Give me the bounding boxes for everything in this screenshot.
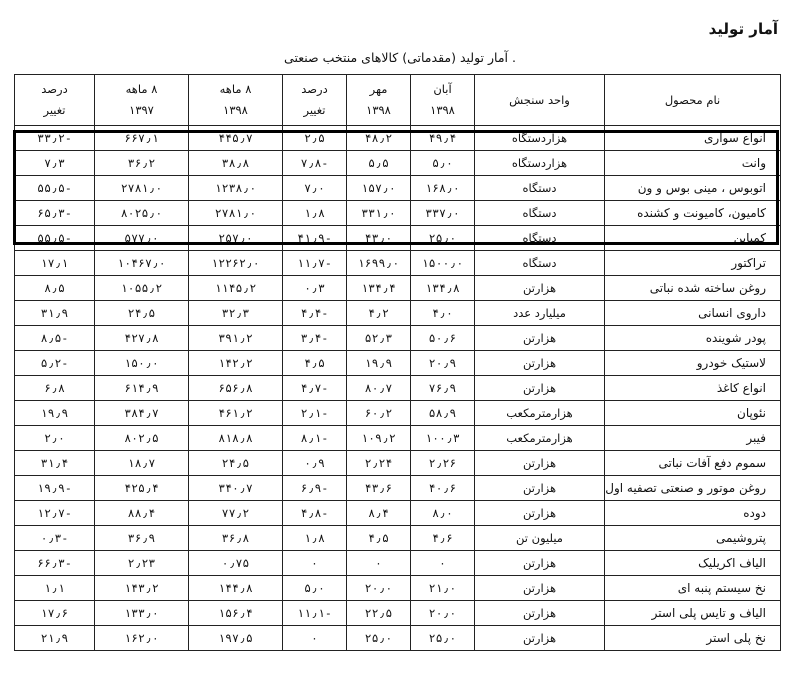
cell-product: الیاف اکریلیک: [605, 551, 781, 576]
table-row: [15, 276, 781, 301]
header-8month-change: درصد تغییر: [15, 75, 95, 126]
cell-monthly-change: ۴٫۵: [283, 351, 347, 376]
cell-aban-1398: ۱۳۴٫۸: [411, 276, 475, 301]
cell-product: تراکتور: [605, 251, 781, 276]
cell-unit: هزارمترمکعب: [475, 401, 605, 426]
cell-monthly-change: ۱٫۸: [283, 201, 347, 226]
cell-mehr-1398: ۸۰٫۷: [347, 376, 411, 401]
cell-product: فیبر: [605, 426, 781, 451]
cell-mehr-1398: ۵٫۵: [347, 151, 411, 176]
cell-unit: هزارتن: [475, 601, 605, 626]
table-row: [15, 526, 781, 551]
cell-product: پودر شوینده: [605, 326, 781, 351]
cell-mehr-1398: ۲۲٫۵: [347, 601, 411, 626]
cell-monthly-change: ۵٫۰: [283, 576, 347, 601]
cell-8month-1398: ۱۴۴٫۸: [189, 576, 283, 601]
cell-product: دوده: [605, 501, 781, 526]
cell-8month-change: -۵۵٫۵: [15, 226, 95, 251]
cell-monthly-change: ۰: [283, 551, 347, 576]
cell-8month-change: -۶۶٫۳: [15, 551, 95, 576]
cell-8month-1397: ۸۰۲۵٫۰: [95, 201, 189, 226]
cell-mehr-1398: ۲٫۲۴: [347, 451, 411, 476]
cell-8month-change: ۱۷٫۱: [15, 251, 95, 276]
cell-monthly-change: ۰: [283, 626, 347, 651]
cell-unit: هزارتن: [475, 576, 605, 601]
cell-unit: هزارتن: [475, 351, 605, 376]
cell-unit: دستگاه: [475, 226, 605, 251]
cell-monthly-change: -۸٫۱: [283, 426, 347, 451]
cell-8month-1398: ۳۶٫۸: [189, 526, 283, 551]
cell-product: داروی انسانی: [605, 301, 781, 326]
cell-aban-1398: ۵٫۰: [411, 151, 475, 176]
cell-product: کامیون، کامیونت و کشنده: [605, 201, 781, 226]
cell-8month-change: ۱٫۱: [15, 576, 95, 601]
cell-8month-1398: ۲۴٫۵: [189, 451, 283, 476]
cell-8month-1397: ۳۶٫۹: [95, 526, 189, 551]
cell-monthly-change: -۲٫۱: [283, 401, 347, 426]
table-caption: . آمار تولید (مقدماتی) کالاهای منتخب صنعتی: [284, 50, 516, 65]
cell-8month-1398: ۳۹۱٫۲: [189, 326, 283, 351]
cell-aban-1398: ۲۵٫۰: [411, 626, 475, 651]
cell-8month-1398: ۷۷٫۲: [189, 501, 283, 526]
table-row: [15, 226, 781, 251]
cell-mehr-1398: ۳۳۱٫۰: [347, 201, 411, 226]
header-monthly-change: درصد تغییر: [283, 75, 347, 126]
table-row: [15, 376, 781, 401]
cell-unit: دستگاه: [475, 251, 605, 276]
cell-product: انواع سواری: [605, 126, 781, 151]
cell-8month-change: ۱۹٫۹: [15, 401, 95, 426]
cell-product: روغن موتور و صنعتی تصفیه اول: [605, 476, 781, 501]
cell-monthly-change: ۰٫۹: [283, 451, 347, 476]
header-mehr: مهر ۱۳۹۸: [347, 75, 411, 126]
cell-monthly-change: -۴٫۷: [283, 376, 347, 401]
cell-mehr-1398: ۱۹٫۹: [347, 351, 411, 376]
header-aban: آبان ۱۳۹۸: [411, 75, 475, 126]
cell-8month-1397: ۱۰۵۵٫۲: [95, 276, 189, 301]
cell-mehr-1398: ۱۶۹۹٫۰: [347, 251, 411, 276]
cell-8month-1398: ۳۲٫۳: [189, 301, 283, 326]
cell-aban-1398: ۲٫۲۶: [411, 451, 475, 476]
cell-mehr-1398: ۴٫۲: [347, 301, 411, 326]
table-body: [15, 126, 781, 651]
cell-monthly-change: -۷٫۸: [283, 151, 347, 176]
cell-8month-1397: ۴۲۷٫۸: [95, 326, 189, 351]
cell-8month-1398: ۸۱۸٫۸: [189, 426, 283, 451]
cell-product: اتوبوس ، مینی بوس و ون: [605, 176, 781, 201]
header-product: نام محصول: [605, 75, 781, 126]
cell-8month-1397: ۶۶۷٫۱: [95, 126, 189, 151]
cell-8month-1397: ۳۸۴٫۷: [95, 401, 189, 426]
cell-mehr-1398: ۸٫۴: [347, 501, 411, 526]
cell-8month-change: -۵٫۲: [15, 351, 95, 376]
table-row: [15, 301, 781, 326]
cell-mehr-1398: ۰: [347, 551, 411, 576]
cell-aban-1398: ۱۵۰۰٫۰: [411, 251, 475, 276]
table-row: [15, 326, 781, 351]
cell-8month-1398: ۴۴۵٫۷: [189, 126, 283, 151]
cell-monthly-change: -۴٫۴: [283, 301, 347, 326]
cell-monthly-change: -۴٫۸: [283, 501, 347, 526]
cell-8month-1398: ۶۵۶٫۸: [189, 376, 283, 401]
cell-8month-change: -۵۵٫۵: [15, 176, 95, 201]
cell-8month-change: ۸٫۵: [15, 276, 95, 301]
cell-8month-1397: ۵۷۷٫۰: [95, 226, 189, 251]
cell-8month-1397: ۱۴۳٫۲: [95, 576, 189, 601]
cell-unit: میلیارد عدد: [475, 301, 605, 326]
cell-8month-1398: ۱۹۷٫۵: [189, 626, 283, 651]
production-stats-table: [14, 74, 781, 651]
cell-8month-change: ۳۱٫۹: [15, 301, 95, 326]
cell-monthly-change: ۱٫۸: [283, 526, 347, 551]
cell-monthly-change: ۷٫۰: [283, 176, 347, 201]
cell-8month-change: -۰٫۳: [15, 526, 95, 551]
cell-mehr-1398: ۴۸٫۲: [347, 126, 411, 151]
cell-unit: هزارتن: [475, 501, 605, 526]
cell-unit: هزارتن: [475, 276, 605, 301]
cell-mehr-1398: ۵۲٫۳: [347, 326, 411, 351]
table-row: [15, 151, 781, 176]
table-row: [15, 401, 781, 426]
cell-product: انواع کاغذ: [605, 376, 781, 401]
cell-aban-1398: ۲۱٫۰: [411, 576, 475, 601]
cell-8month-change: -۶۵٫۳: [15, 201, 95, 226]
cell-8month-1397: ۲۴٫۵: [95, 301, 189, 326]
cell-product: سموم دفع آفات نباتی: [605, 451, 781, 476]
cell-aban-1398: ۵۰٫۶: [411, 326, 475, 351]
cell-8month-1398: ۲۷۸۱٫۰: [189, 201, 283, 226]
cell-8month-change: ۱۷٫۶: [15, 601, 95, 626]
table-row: [15, 626, 781, 651]
cell-8month-1398: ۱۵۶٫۴: [189, 601, 283, 626]
cell-8month-1398: ۰٫۷۵: [189, 551, 283, 576]
cell-8month-1397: ۸۸٫۴: [95, 501, 189, 526]
cell-aban-1398: ۰: [411, 551, 475, 576]
table-row: [15, 126, 781, 151]
cell-aban-1398: ۴٫۰: [411, 301, 475, 326]
table-row: [15, 426, 781, 451]
cell-product: نخ پلی استر: [605, 626, 781, 651]
cell-aban-1398: ۸٫۰: [411, 501, 475, 526]
cell-product: لاستیک خودرو: [605, 351, 781, 376]
table-header-row: [15, 75, 781, 126]
table-row: [15, 601, 781, 626]
cell-product: پتروشیمی: [605, 526, 781, 551]
cell-8month-1397: ۲٫۲۳: [95, 551, 189, 576]
cell-product: وانت: [605, 151, 781, 176]
cell-8month-1398: ۱۲۳۸٫۰: [189, 176, 283, 201]
cell-8month-change: -۳۳٫۲: [15, 126, 95, 151]
cell-aban-1398: ۲۰٫۰: [411, 601, 475, 626]
cell-8month-1397: ۲۷۸۱٫۰: [95, 176, 189, 201]
cell-unit: هزارتن: [475, 376, 605, 401]
cell-unit: هزارتن: [475, 626, 605, 651]
cell-unit: هزارتن: [475, 326, 605, 351]
header-8month-1398: ۸ ماهه ۱۳۹۸: [189, 75, 283, 126]
cell-product: نخ سیستم پنبه ای: [605, 576, 781, 601]
cell-8month-1397: ۴۲۵٫۴: [95, 476, 189, 501]
cell-8month-change: ۶٫۸: [15, 376, 95, 401]
cell-monthly-change: -۱۱٫۱: [283, 601, 347, 626]
cell-aban-1398: ۲۵٫۰: [411, 226, 475, 251]
cell-8month-1398: ۲۵۷٫۰: [189, 226, 283, 251]
cell-unit: هزاردستگاه: [475, 126, 605, 151]
cell-8month-change: ۳۱٫۴: [15, 451, 95, 476]
table-row: [15, 476, 781, 501]
cell-mehr-1398: ۴۳٫۶: [347, 476, 411, 501]
cell-aban-1398: ۴٫۶: [411, 526, 475, 551]
cell-8month-1398: ۱۱۴۵٫۲: [189, 276, 283, 301]
cell-monthly-change: ۲٫۵: [283, 126, 347, 151]
cell-aban-1398: ۱۶۸٫۰: [411, 176, 475, 201]
table-row: [15, 351, 781, 376]
page-title: آمار تولید: [708, 20, 778, 38]
cell-8month-1398: ۳۸٫۸: [189, 151, 283, 176]
cell-unit: هزارتن: [475, 451, 605, 476]
cell-8month-change: -۱۹٫۹: [15, 476, 95, 501]
table-row: [15, 501, 781, 526]
cell-monthly-change: ۰٫۳: [283, 276, 347, 301]
cell-8month-1398: ۳۴۰٫۷: [189, 476, 283, 501]
table-row: [15, 551, 781, 576]
cell-unit: هزارمترمکعب: [475, 426, 605, 451]
cell-8month-1398: ۱۴۲٫۲: [189, 351, 283, 376]
cell-monthly-change: -۶٫۹: [283, 476, 347, 501]
cell-mehr-1398: ۲۰٫۰: [347, 576, 411, 601]
cell-mehr-1398: ۱۰۹٫۲: [347, 426, 411, 451]
cell-8month-1397: ۱۸٫۷: [95, 451, 189, 476]
cell-product: کمباین: [605, 226, 781, 251]
table-row: [15, 251, 781, 276]
cell-mehr-1398: ۴۳٫۰: [347, 226, 411, 251]
cell-product: روغن ساخته شده نباتی: [605, 276, 781, 301]
cell-mehr-1398: ۴٫۵: [347, 526, 411, 551]
cell-8month-1397: ۱۳۳٫۰: [95, 601, 189, 626]
header-8month-1397: ۸ ماهه ۱۳۹۷: [95, 75, 189, 126]
cell-monthly-change: -۳٫۴: [283, 326, 347, 351]
cell-8month-change: ۷٫۳: [15, 151, 95, 176]
cell-aban-1398: ۷۶٫۹: [411, 376, 475, 401]
cell-monthly-change: -۴۱٫۹: [283, 226, 347, 251]
cell-8month-1397: ۸۰۲٫۵: [95, 426, 189, 451]
cell-8month-change: -۸٫۵: [15, 326, 95, 351]
cell-unit: دستگاه: [475, 201, 605, 226]
table-row: [15, 201, 781, 226]
cell-aban-1398: ۵۸٫۹: [411, 401, 475, 426]
cell-unit: هزاردستگاه: [475, 151, 605, 176]
cell-8month-change: -۱۲٫۷: [15, 501, 95, 526]
cell-8month-change: ۲٫۰: [15, 426, 95, 451]
cell-unit: هزارتن: [475, 551, 605, 576]
cell-8month-1397: ۱۵۰٫۰: [95, 351, 189, 376]
cell-unit: هزارتن: [475, 476, 605, 501]
cell-product: نئوپان: [605, 401, 781, 426]
table-row: [15, 576, 781, 601]
cell-aban-1398: ۴۹٫۴: [411, 126, 475, 151]
cell-aban-1398: ۴۰٫۶: [411, 476, 475, 501]
cell-mehr-1398: ۲۵٫۰: [347, 626, 411, 651]
table-row: [15, 451, 781, 476]
table-row: [15, 176, 781, 201]
cell-aban-1398: ۲۰٫۹: [411, 351, 475, 376]
cell-mehr-1398: ۱۵۷٫۰: [347, 176, 411, 201]
cell-aban-1398: ۳۳۷٫۰: [411, 201, 475, 226]
cell-unit: دستگاه: [475, 176, 605, 201]
cell-monthly-change: -۱۱٫۷: [283, 251, 347, 276]
cell-mehr-1398: ۶۰٫۲: [347, 401, 411, 426]
cell-8month-1397: ۱۰۴۶۷٫۰: [95, 251, 189, 276]
cell-mehr-1398: ۱۳۴٫۴: [347, 276, 411, 301]
cell-8month-1398: ۱۲۲۶۲٫۰: [189, 251, 283, 276]
cell-8month-1397: ۱۶۲٫۰: [95, 626, 189, 651]
cell-8month-change: ۲۱٫۹: [15, 626, 95, 651]
cell-unit: میلیون تن: [475, 526, 605, 551]
cell-product: الیاف و تایس پلی استر: [605, 601, 781, 626]
cell-aban-1398: ۱۰۰٫۳: [411, 426, 475, 451]
cell-8month-1397: ۳۶٫۲: [95, 151, 189, 176]
cell-8month-1397: ۶۱۴٫۹: [95, 376, 189, 401]
header-unit: واحد سنجش: [475, 75, 605, 126]
cell-8month-1398: ۴۶۱٫۲: [189, 401, 283, 426]
